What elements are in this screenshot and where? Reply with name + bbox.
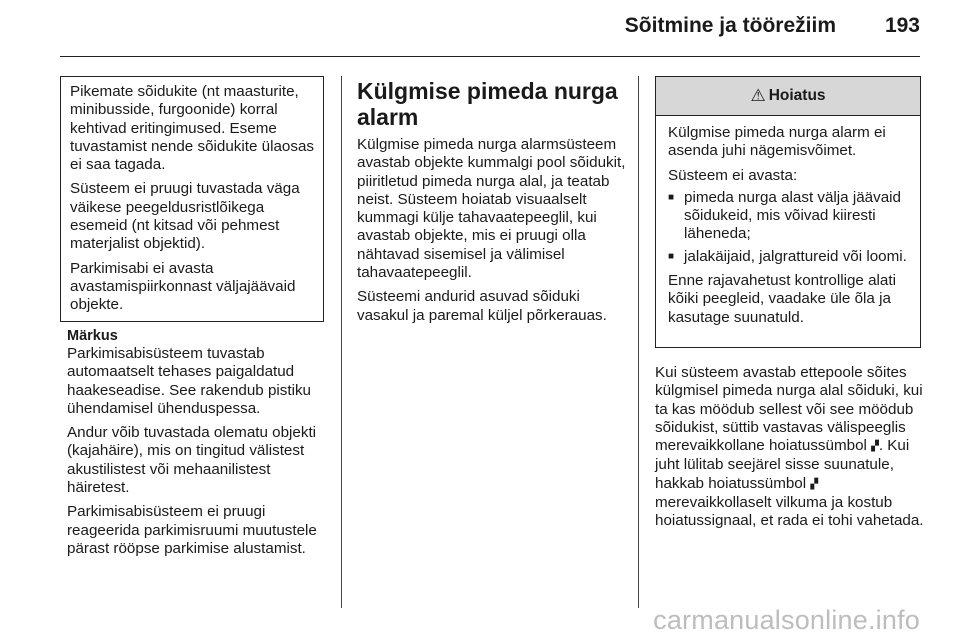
list-item-text: pimeda nurga alast välja jäävaid sõidukeid, mis võivad kiiresti läheneda;: [684, 188, 901, 243]
warning-list-intro: Süsteem ei avasta:: [668, 166, 798, 184]
warning-outro: Enne rajavahetust kontrollige alati kõiki peegleid, vaadake üle õla ja kasutage suunatuld.: [668, 272, 896, 326]
blind-spot-warning-icon: ▞: [810, 478, 819, 490]
note-paragraph: Parkimisabisüsteem ei pruugi reageerida parkimisruumi muutustele pärast rööpse parkimise alustamist.: [67, 503, 317, 557]
list-item: [668, 189, 908, 244]
column3-text-2: . Kui juht lülitab seejärel sisse suunatule, hakkab hoiatussümbol: [655, 437, 910, 492]
warning-header: [656, 77, 920, 116]
section-heading: Külgmise pimeda nurga alarm: [357, 78, 618, 130]
note-title: Märkus: [67, 328, 118, 344]
warning-box: [655, 76, 921, 348]
watermark: carmanualsonline.info: [653, 605, 920, 635]
info-paragraph: Parkimisabi ei avasta avastamispiirkonnast väljajäävaid objekte.: [70, 259, 296, 314]
list-item-text: jalakäijaid, jalgrattureid või loomi.: [684, 247, 907, 265]
section-column: [357, 78, 627, 325]
section-paragraph: Külgmise pimeda nurga alarmsüsteem avastab objekte kummalgi pool sõidukit, piiritletud pimeda nurga alal, ja teatab neist. Süsteem hoiatab visuaalselt kummagi külje tahavaatepeeglil, kui avastab objekte, mis ei pruugi olla nähtavad sisemisel ja välimisel tahavaatepeeglil.: [357, 136, 626, 282]
column-divider-2: [638, 76, 639, 608]
header-divider: [60, 56, 920, 57]
column3-paragraph: [655, 364, 925, 531]
blind-spot-warning-icon: ▞: [871, 441, 879, 453]
warning-triangle-icon: ⚠: [750, 85, 766, 105]
note-block: [67, 328, 331, 558]
column3-text-3: merevaikkollaselt vilkuma ja kostub hoiatussignaal, et rada ei tohi vahetada.: [655, 494, 924, 530]
column-divider-1: [341, 76, 342, 608]
page-header-title: Sõitmine ja töörežiim: [624, 14, 836, 37]
note-paragraph: Andur võib tuvastada olematu objekti (kajahäire), mis on tingitud välistest akustilistest või mehaanilistest häiretest.: [67, 424, 317, 497]
info-box: [60, 76, 324, 322]
info-paragraph: Süsteem ei pruugi tuvastada väga väikese peegeldusristlõikega esemeid (nt kitsad või pehmest materjalist objektid).: [70, 180, 300, 253]
column3-text: [655, 364, 925, 531]
section-paragraph: Süsteemi andurid asuvad sõiduki vasakul ja paremal küljel põrkerauas.: [357, 288, 607, 324]
column3-text-1: Kui süsteem avastab ettepoole sõites külgmisel pimeda nurga alal sõiduki, kui ta kas möödub sellest või see möödub sõidukist, süttib vastavas välispeeglis merevaikkollane hoiatussümbol: [655, 364, 923, 455]
bullet-square-icon: ■: [668, 191, 675, 203]
note-paragraph: Parkimisabisüsteem tuvastab automaatselt tehases paigaldatud haakeseadise. See rakendub pistiku ühendamisel ühenduspessa.: [67, 345, 312, 417]
warning-body: [656, 116, 920, 327]
bullet-square-icon: ■: [668, 250, 675, 262]
warning-intro: Külgmise pimeda nurga alarm ei asenda juhi nägemisvõimet.: [668, 124, 886, 160]
warning-title: Hoiatus: [768, 86, 826, 104]
list-item: [668, 248, 908, 266]
info-paragraph: Pikemate sõidukite (nt maasturite, minibusside, furgoonide) korral kehtivad eritingimused. Eseme tuvastamist nende sõidukite ülaosas ei saa tagada.: [70, 83, 314, 174]
page-number: 193: [884, 14, 920, 37]
